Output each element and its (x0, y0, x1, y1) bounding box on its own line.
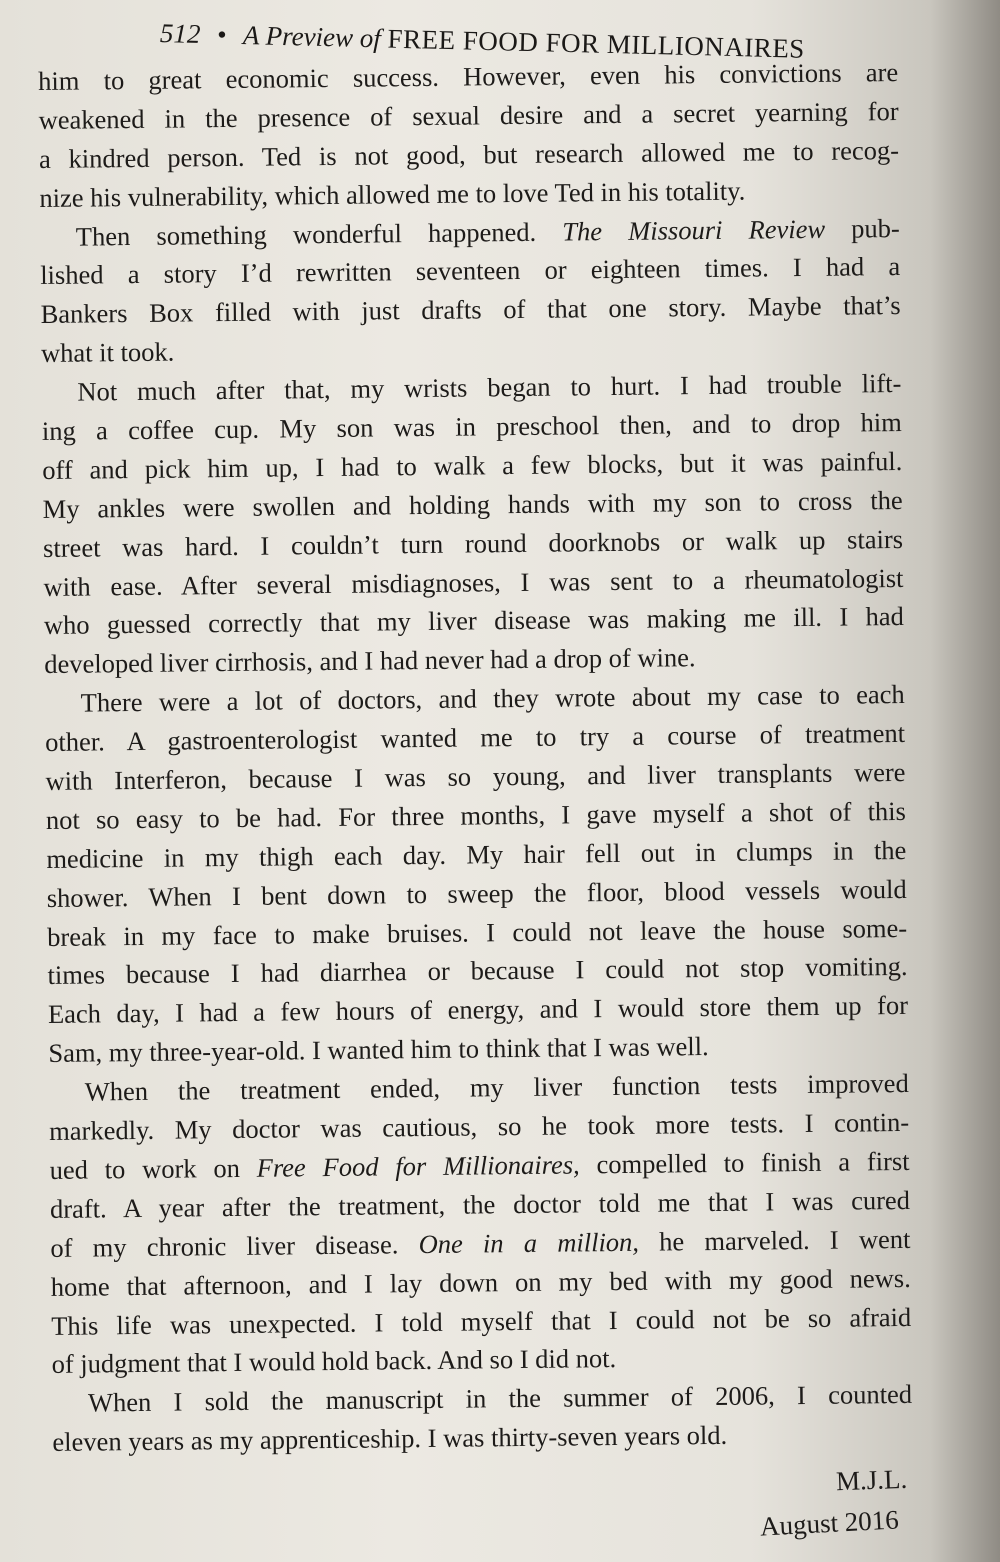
text-line: not so easy to be had. For three months, I gave myself a shot of this (45, 795, 907, 835)
text-line: Each day, I had a few hours of energy, and I would store them up for (47, 990, 909, 1030)
text-line: There were a lot of doctors, and they wrote about my case to each (80, 679, 905, 718)
body-text (38, 53, 913, 1462)
text-line: When I sold the manuscript in the summer of 2006, I counted (87, 1379, 913, 1418)
page-number: 512 (159, 18, 201, 49)
text-line: a kindred person. Ted is not good, but research allowed me to recog- (38, 134, 900, 174)
text-line: who guessed correctly that my liver disease was making me ill. I had (43, 601, 905, 641)
text-line: nize his vulnerability, which allowed me to love Ted in his totality. (39, 175, 746, 213)
text-line: home that afternoon, and I lay down on my bed with my good news. (50, 1262, 911, 1302)
italic-phrase: Free Food for Millionaires, (256, 1149, 580, 1183)
text-line: This life was unexpected. I told myself that I could not be so afraid (51, 1301, 912, 1341)
text-line: break in my face to make bruises. I could not leave the house some- (47, 912, 908, 952)
line-text-after: compelled to finish a first (579, 1145, 910, 1180)
text-line: developed liver cirrhosis, and I had never had a drop of wine. (44, 642, 696, 680)
text-line: with ease. After several misdiagnoses, I was sent to a rheumatologist (43, 562, 904, 602)
text-line: When the treatment ended, my liver function tests improved (84, 1068, 909, 1107)
text-line: markedly. My doctor was cautious, so he took more tests. I contin- (49, 1106, 910, 1146)
text-line: Not much after that, my wrists began to hurt. I had trouble lift- (77, 368, 902, 407)
line-text-after: pub- (824, 212, 900, 244)
text-line: with Interferon, because I was so young, and liver transplants were (45, 756, 906, 796)
text-line: Sam, my three-year-old. I wanted him to think that I was well. (48, 1031, 709, 1069)
line-text-before: ued to work on (49, 1152, 257, 1185)
text-line: of judgment that I would hold back. And so I did not. (51, 1343, 617, 1380)
header-separator: • (216, 19, 228, 50)
text-line: other. A gastroenterologist wanted me to try a course of treatment (44, 718, 906, 758)
text-line: medicine in my thigh each day. My hair fell out in clumps in the (46, 834, 907, 874)
italic-phrase: The Missouri Review (562, 213, 826, 247)
line-text-before: of my chronic liver disease. (50, 1228, 419, 1263)
text-line: street was hard. I couldn’t turn round doorknobs or walk up stairs (42, 523, 904, 563)
text-line: shower. When I bent down to sweep the floor, blood vessels would (46, 873, 907, 913)
author-initials: M.J.L. (835, 1463, 908, 1497)
text-line: what it took. (40, 336, 175, 369)
text-line: ing a coffee cup. My son was in preschool then, and to drop him (41, 406, 902, 446)
italic-phrase: One in a million, (418, 1226, 640, 1259)
text-line: lished a story I’d rewritten seventeen or eighteen times. I had a (40, 251, 901, 291)
text-line: Bankers Box filled with just drafts of that one story. Maybe that’s (40, 290, 901, 330)
text-line: weakened in the presence of sexual desire and a secret yearning for (38, 95, 899, 135)
signature-date: August 2016 (759, 1504, 900, 1542)
header-book-title: FREE FOOD FOR MILLIONAIRES (387, 23, 806, 64)
text-line: My ankles were swollen and holding hands with my son to cross the (42, 484, 903, 524)
text-line: eleven years as my apprenticeship. I was thirty-seven years old. (52, 1420, 728, 1458)
text-line: draft. A year after the treatment, the doctor told me that I was cured (49, 1184, 911, 1224)
line-text-after: he marveled. I went (638, 1223, 911, 1257)
text-line: off and pick him up, I had to walk a few blocks, but it was painful. (42, 445, 903, 485)
text-line: him to great economic success. However, even his convictions are (38, 56, 899, 96)
text-line: times because I had diarrhea or because I could not stop vomiting. (47, 951, 908, 991)
line-text-before: Then something wonderful happened. (75, 216, 563, 252)
header-prefix: A Preview of (242, 20, 382, 54)
